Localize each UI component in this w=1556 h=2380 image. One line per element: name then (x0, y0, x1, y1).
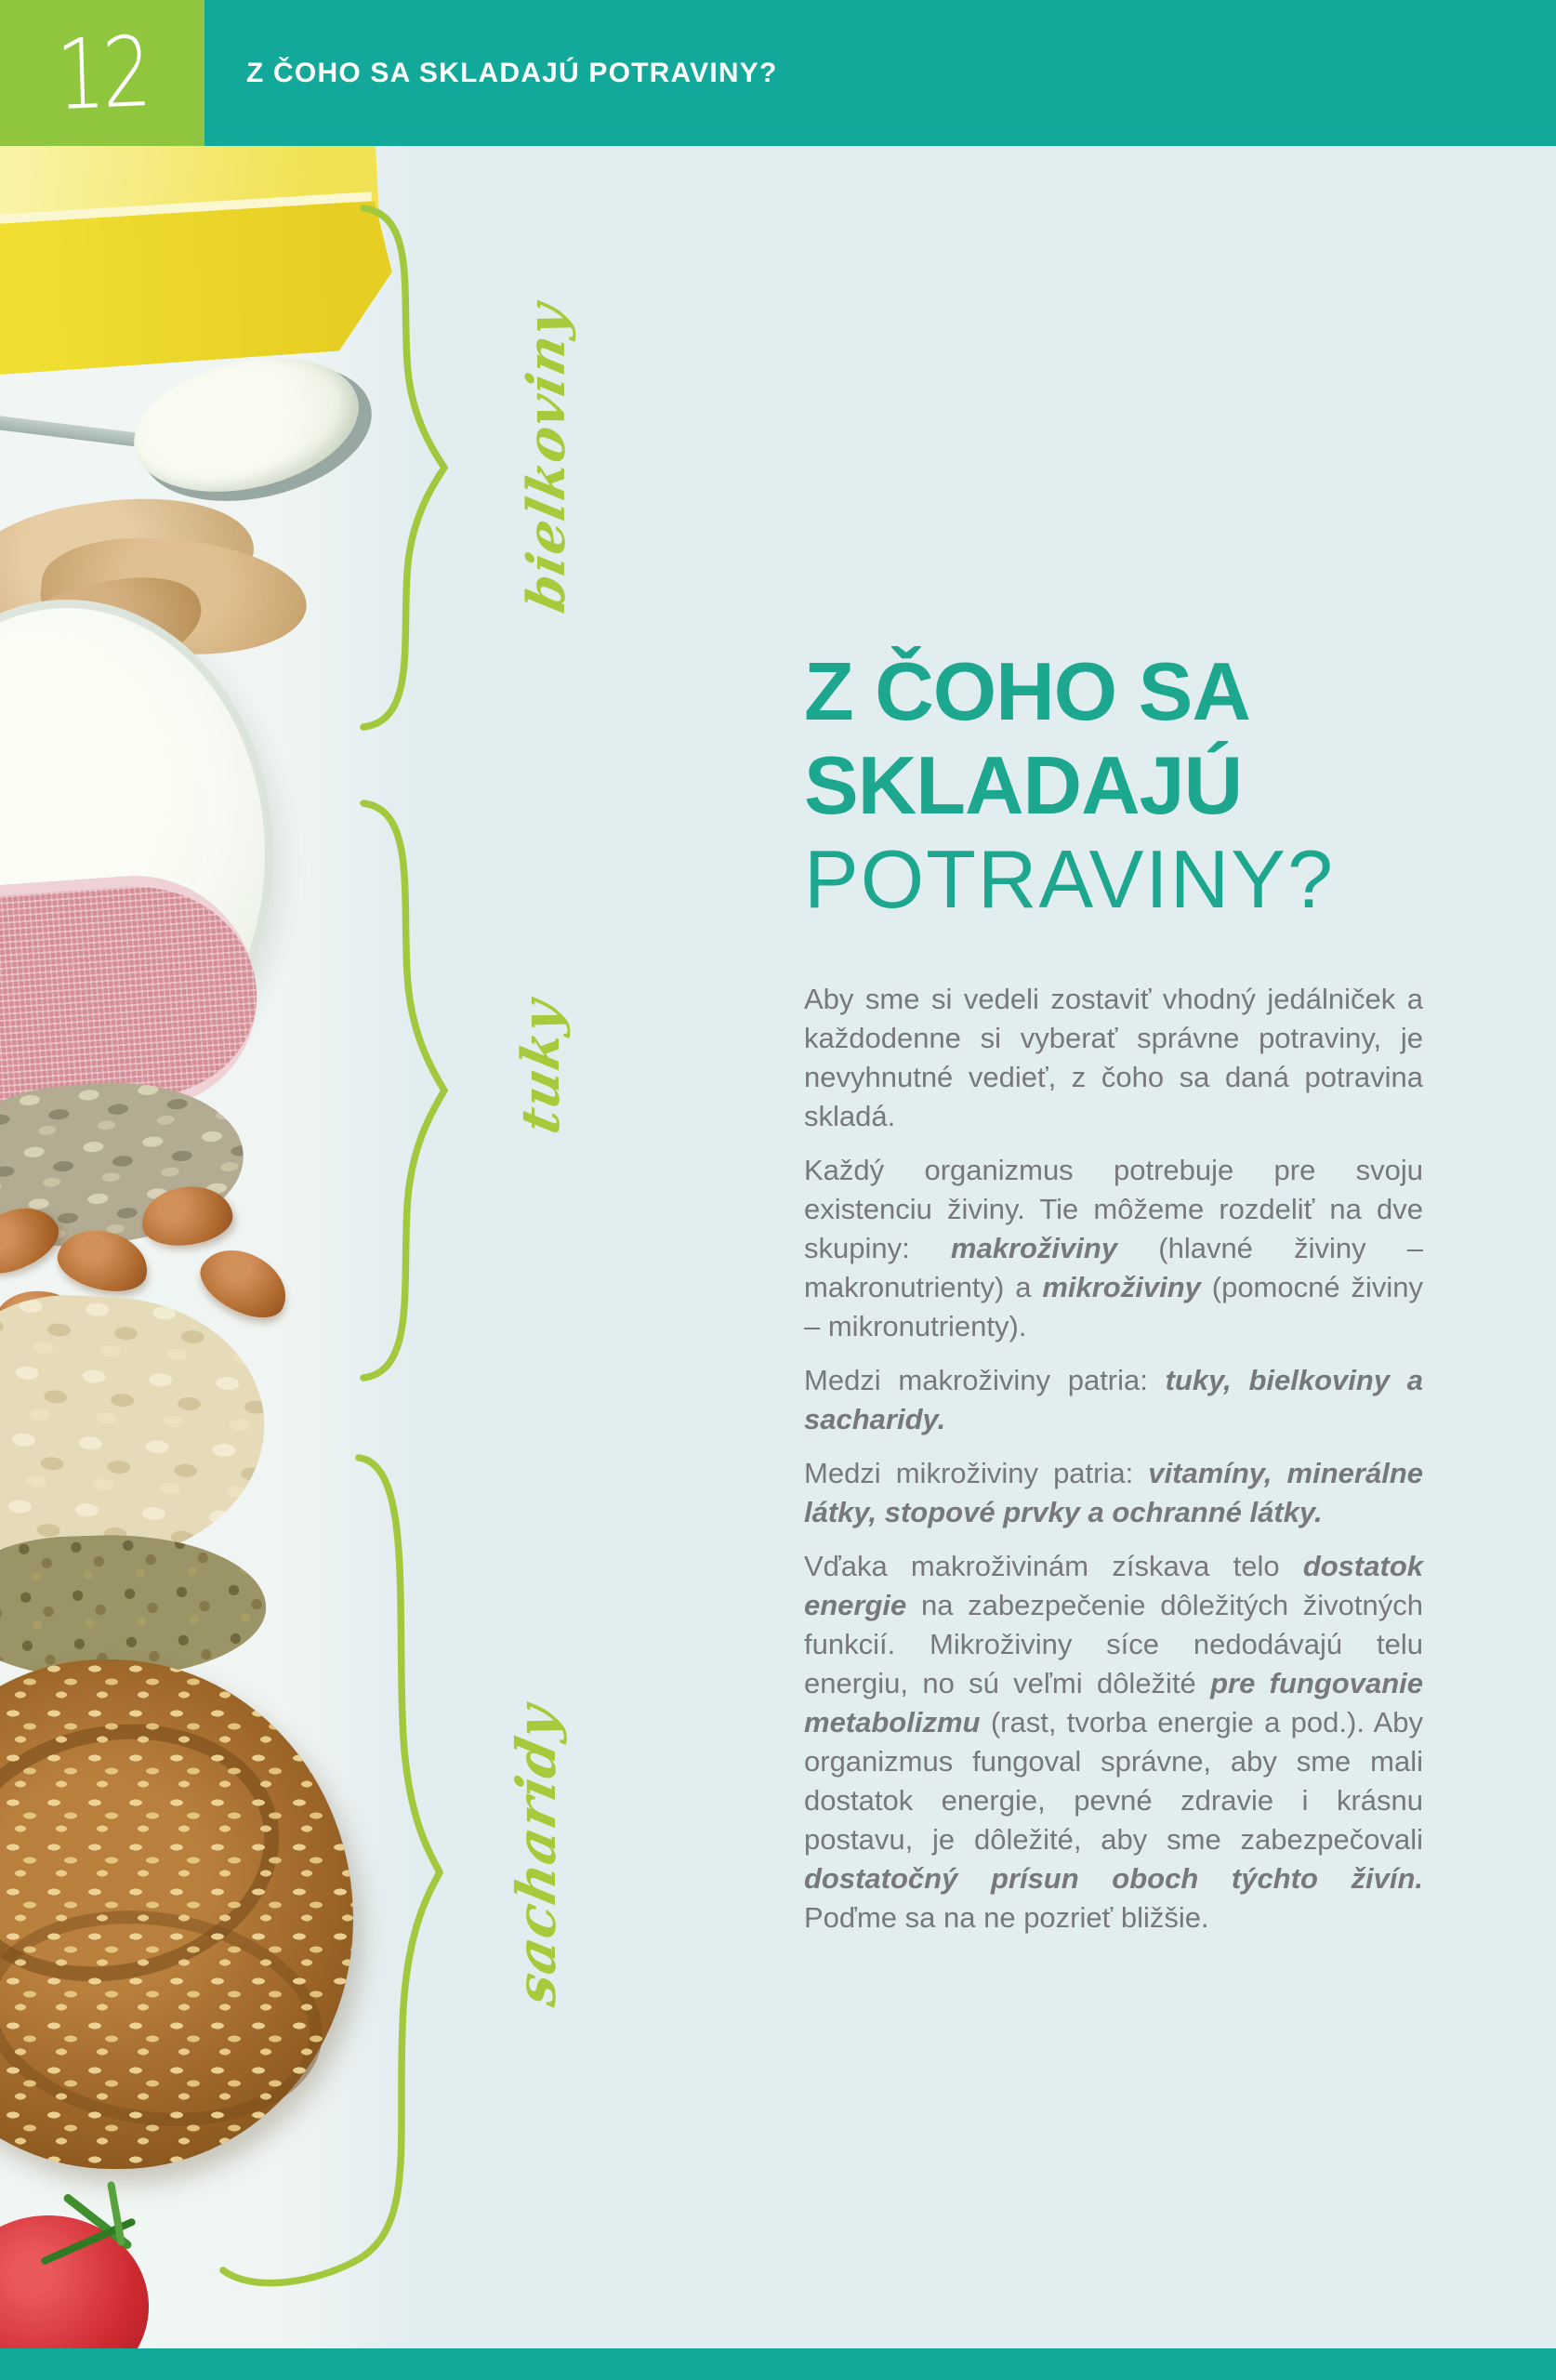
paragraph: Každý organizmus potrebuje pre svoju existenciu živiny. Tie môžeme rozdeliť na dve skupiny: makroživiny (hlavné živiny – makronutrienty) a mikroživiny (pomocné živiny – mikronutrienty). (804, 1154, 1423, 1342)
tomato-image (0, 2215, 149, 2348)
header-title: Z ČOHO SA SKLADAJÚ POTRAVINY? (246, 57, 778, 88)
page-number: 12 (54, 14, 151, 132)
label-sacharidy: sacharidy (505, 1699, 568, 2011)
sesame-seeds-overlay (0, 1659, 353, 2169)
food-photo-collage (0, 146, 414, 2348)
page-title-line1: Z ČOHO SA (804, 645, 1250, 737)
paragraph: Medzi mikroživiny patria: vitamíny, minerálne látky, stopové prvky a ochranné látky. (804, 1457, 1424, 1528)
oat-flakes-image (0, 1289, 270, 1569)
page-title (804, 644, 1436, 926)
label-bielkoviny: bielkoviny (516, 297, 577, 618)
paragraph: Vďaka makroživinám získava telo dostatok energie na zabezpečenie dôležitých životných funkcií. Mikroživiny síce nedodávajú telu energiu, no sú veľmi dôležité pre fungovanie metabolizmu (rast, tvorba energie a pod.). Aby organizmus fungoval správne, aby sme mali dostatok energie, pevné zdravie i krásnu postavu, je dôležité, aby sme zabezpečovali dostatočný prísun oboch týchto živín. Poďme sa na ne pozrieť bližšie. (804, 1550, 1423, 1934)
spoon-handle-image (0, 415, 156, 449)
buckwheat-seeds-image (0, 1529, 269, 1681)
paragraph: Aby sme si vedeli zostaviť vhodný jedálniček a každodenne si vyberať správne potraviny, je nevyhnutné vedieť, z čoho sa daná potravina skladá. (804, 983, 1423, 1132)
body-text-column (804, 980, 1423, 1952)
page-title-line2: SKLADAJÚ (804, 739, 1243, 831)
page-title-line3: POTRAVINY? (804, 833, 1335, 925)
almond-image (191, 1236, 298, 1330)
page-number-box (0, 0, 204, 146)
label-tuky: tuky (510, 994, 572, 1139)
page-header-bar (0, 0, 1556, 146)
cream-on-spoon-image (121, 337, 372, 512)
paragraph: Medzi makroživiny patria: tuky, bielkoviny a sacharidy. (804, 1364, 1423, 1435)
bottom-bar (0, 2348, 1556, 2380)
